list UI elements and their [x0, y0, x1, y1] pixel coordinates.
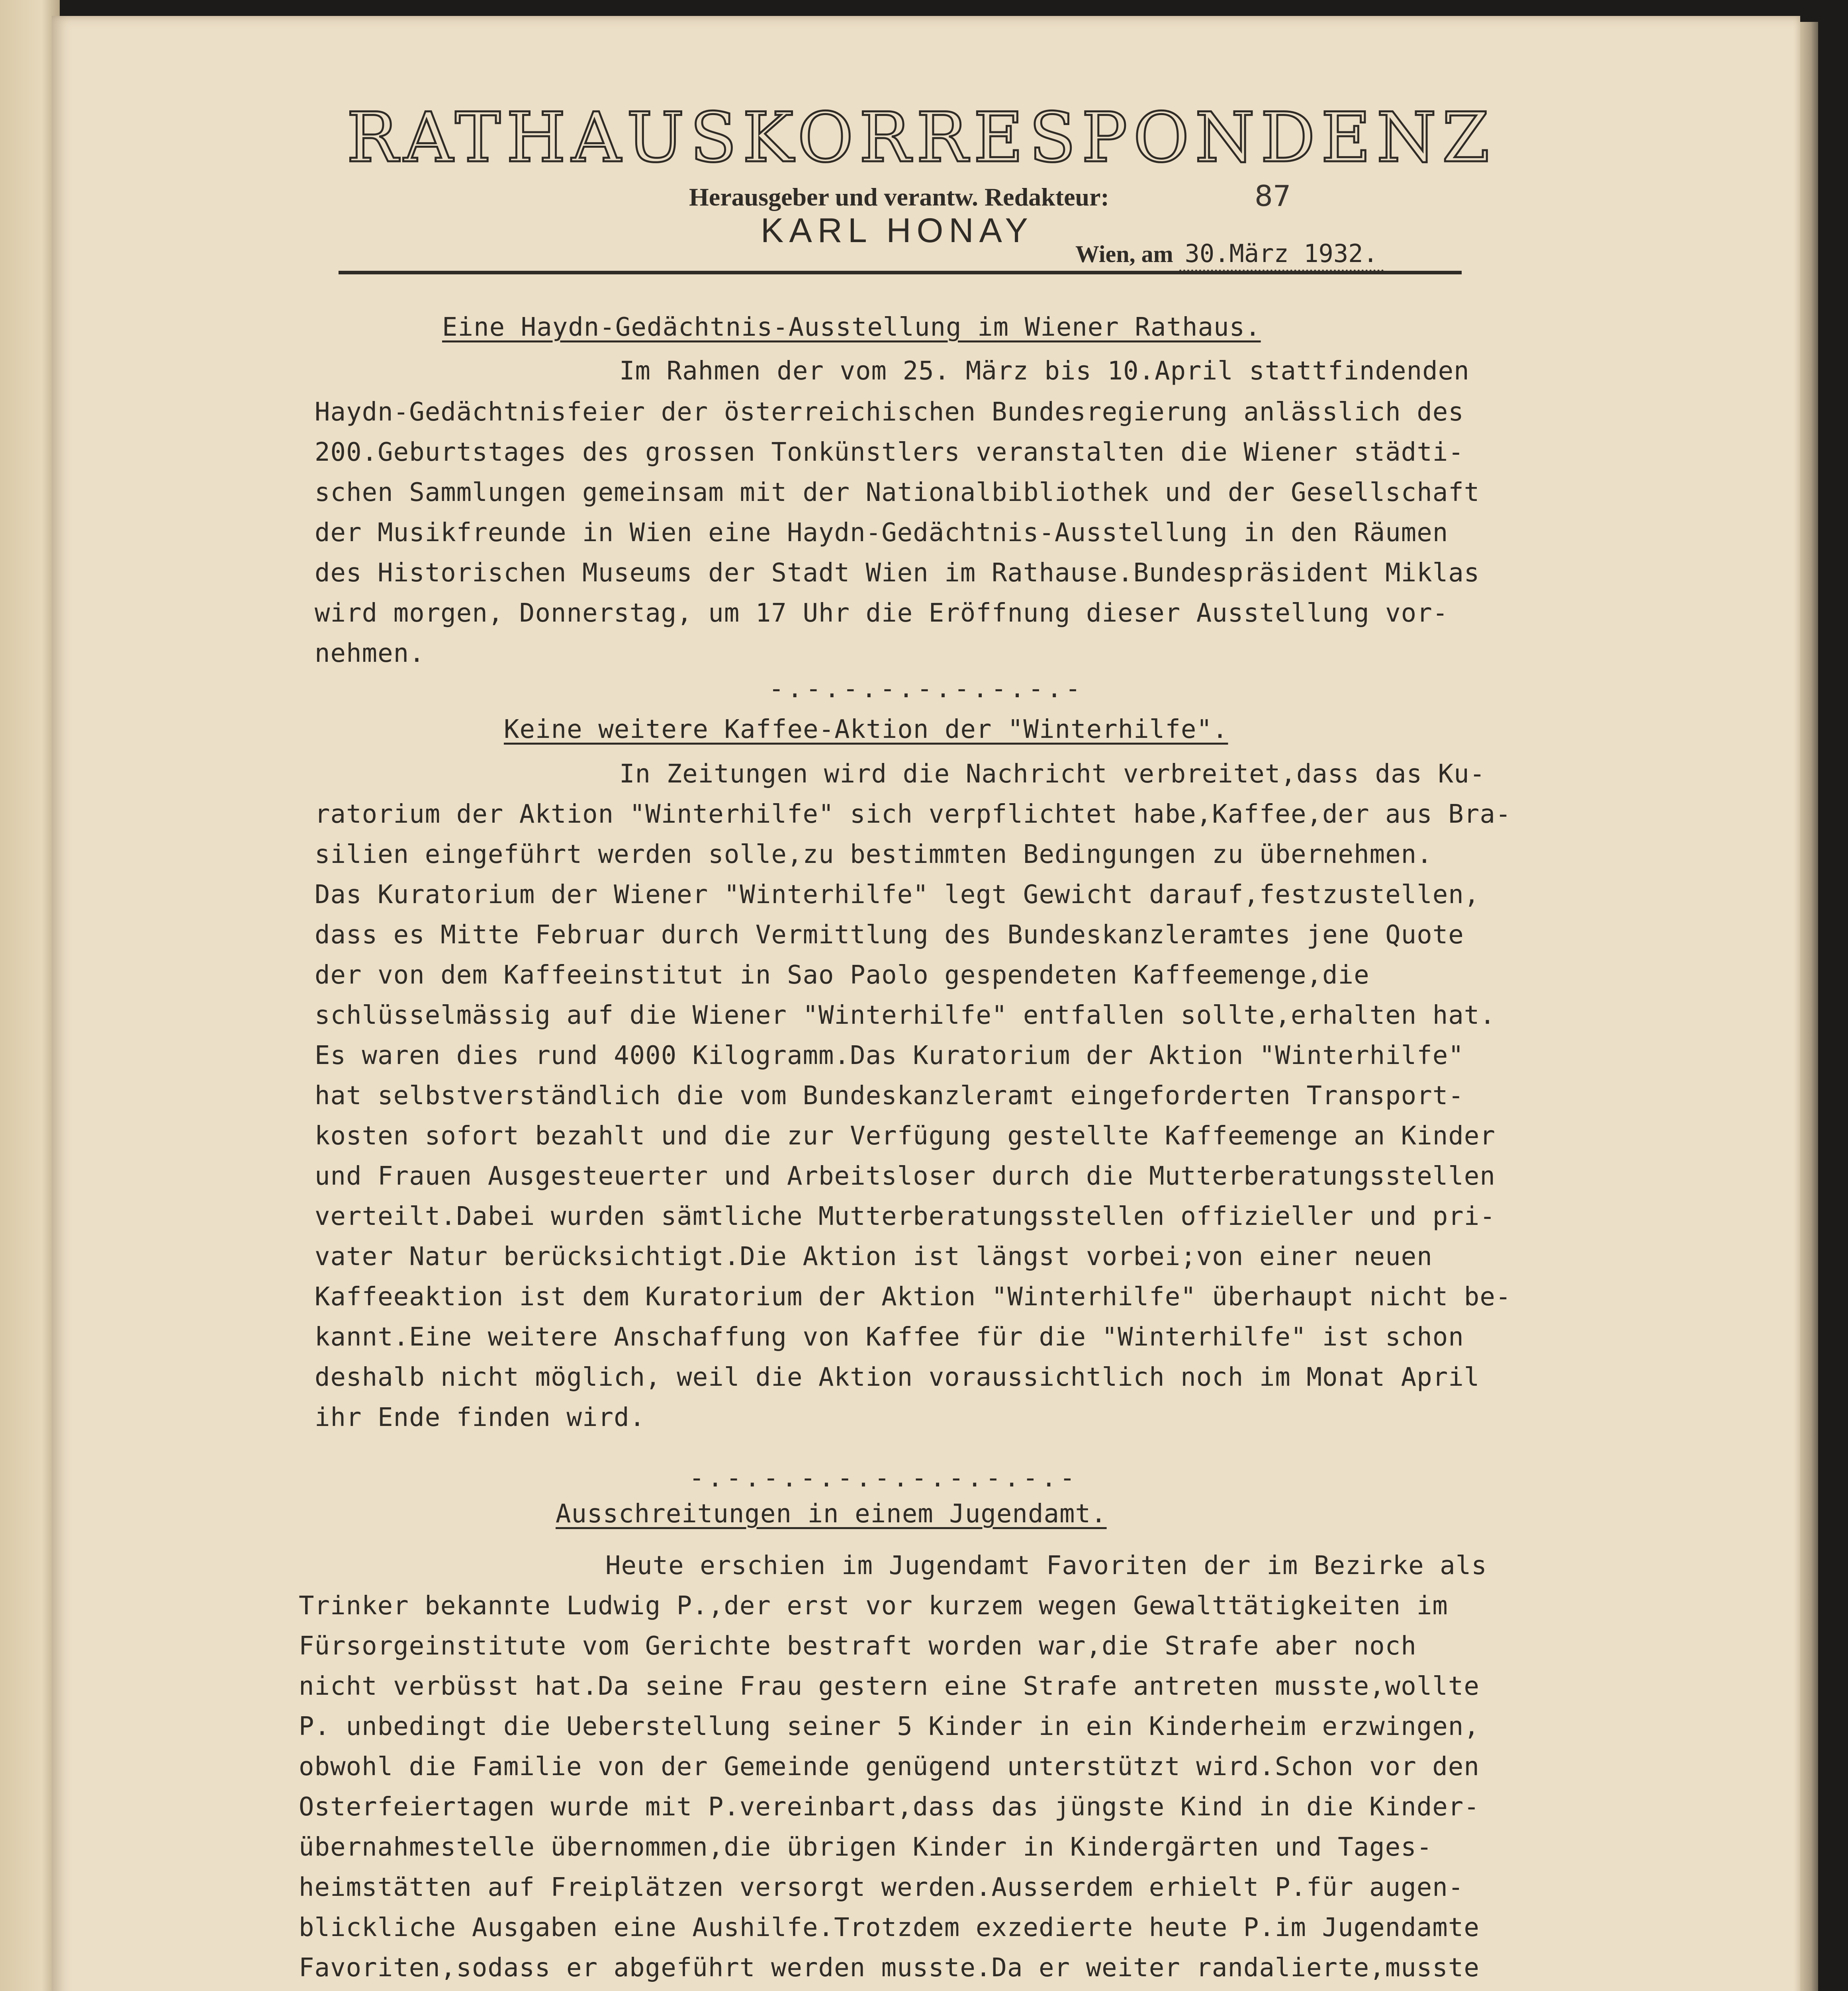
text-line: blickliche Ausgaben eine Aushilfe.Trotzdem exzedierte heute P.im Jugendamte — [299, 1913, 1480, 1942]
text-line: Haydn-Gedächtnisfeier der österreichischen Bundesregierung anlässlich des — [315, 397, 1464, 427]
text-line: der Musikfreunde in Wien eine Haydn-Gedächtnis-Ausstellung in den Räumen — [315, 518, 1449, 548]
text-line: wird morgen, Donnerstag, um 17 Uhr die Eröffnung dieser Ausstellung vor- — [315, 598, 1449, 628]
text-line: dass es Mitte Februar durch Vermittlung des Bundeskanzleramtes jene Quote — [315, 920, 1464, 950]
text-line: obwohl die Familie von der Gemeinde genügend unterstützt wird.Schon vor den — [299, 1752, 1480, 1782]
text-line: übernahmestelle übernommen,die übrigen Kinder in Kindergärten und Tages- — [299, 1833, 1433, 1862]
text-line: P. unbedingt die Ueberstellung seiner 5 Kinder in ein Kinderheim erzwingen, — [299, 1712, 1480, 1741]
text-line: Das Kuratorium der Wiener "Winterhilfe" legt Gewicht darauf,festzustellen, — [315, 880, 1480, 909]
place-label: Wien, am — [1075, 241, 1173, 267]
text-line: Heute erschien im Jugendamt Favoriten der im Bezirke als — [605, 1551, 1487, 1580]
section-separator: -.-.-.-.-.-.-.-.- — [769, 674, 1084, 704]
article-heading-jugendamt: Ausschreitungen in einem Jugendamt. — [556, 1499, 1107, 1529]
text-line: Fürsorgeinstitute vom Gerichte bestraft worden war,die Strafe aber noch — [299, 1631, 1417, 1661]
text-line: nicht verbüsst hat.Da seine Frau gestern eine Strafe antreten musste,wollte — [299, 1672, 1480, 1701]
text-line: Osterfeiertagen wurde mit P.vereinbart,dass das jüngste Kind in die Kinder- — [299, 1792, 1480, 1822]
text-line: Im Rahmen der vom 25. März bis 10.April stattfindenden — [619, 356, 1470, 386]
text-line: Es waren dies rund 4000 Kilogramm.Das Kuratorium der Aktion "Winterhilfe" — [315, 1041, 1464, 1070]
text-line: und Frauen Ausgesteuerter und Arbeitsloser durch die Mutterberatungsstellen — [315, 1162, 1496, 1191]
text-line: schen Sammlungen gemeinsam mit der Nationalbibliothek und der Gesellschaft — [315, 478, 1480, 507]
issue-number: 87 — [1255, 179, 1291, 213]
masthead-title: RATHAUSKORRESPONDENZ — [346, 98, 1496, 178]
issue-date: 30.März 1932. — [1179, 239, 1384, 272]
facing-page-edge — [0, 0, 60, 1991]
page-stack-edge — [1800, 22, 1818, 1991]
text-line: Trinker bekannte Ludwig P.,der erst vor kurzem wegen Gewalttätigkeiten im — [299, 1591, 1448, 1621]
text-line: schlüsselmässig auf die Wiener "Winterhilfe" entfallen sollte,erhalten hat. — [315, 1001, 1496, 1030]
text-line: des Historischen Museums der Stadt Wien im Rathause.Bundespräsident Miklas — [315, 558, 1480, 588]
text-line: heimstätten auf Freiplätzen versorgt werden.Ausserdem erhielt P.für augen- — [299, 1873, 1464, 1902]
editor-name: KARL HONAY — [761, 211, 1034, 250]
text-line: kannt.Eine weitere Anschaffung von Kaffee für die "Winterhilfe" ist schon — [315, 1322, 1464, 1352]
text-line: In Zeitungen wird die Nachricht verbreitet,dass das Ku- — [619, 759, 1486, 789]
publisher-label: Herausgeber und verantw. Redakteur: — [689, 183, 1109, 211]
place-date-line — [1075, 239, 1384, 268]
text-line: vater Natur berücksichtigt.Die Aktion ist längst vorbei;von einer neuen — [315, 1242, 1433, 1271]
text-line: Kaffeeaktion ist dem Kuratorium der Aktion "Winterhilfe" überhaupt nicht be- — [315, 1282, 1511, 1312]
text-line: ratorium der Aktion "Winterhilfe" sich verpflichtet habe,Kaffee,der aus Bra- — [315, 800, 1511, 829]
text-line: nehmen. — [315, 639, 425, 668]
section-separator: -.-.-.-.-.-.-.-.-.-.- — [689, 1463, 1079, 1493]
article-heading-winterhilfe: Keine weitere Kaffee-Aktion der "Winterhilfe". — [504, 715, 1228, 744]
article-heading-haydn: Eine Haydn-Gedächtnis-Ausstellung im Wiener Rathaus. — [442, 313, 1261, 342]
text-line: 200.Geburtstages des grossen Tonkünstlers veranstalten die Wiener städti- — [315, 438, 1464, 467]
text-line: der von dem Kaffeeinstitut in Sao Paolo gespendeten Kaffeemenge,die — [315, 960, 1370, 990]
text-line: verteilt.Dabei wurden sämtliche Mutterberatungsstellen offizieller und pri- — [315, 1202, 1496, 1231]
text-line: ihr Ende finden wird. — [315, 1403, 646, 1432]
masthead-rule — [339, 271, 1462, 274]
text-line: deshalb nicht möglich, weil die Aktion voraussichtlich noch im Monat April — [315, 1363, 1480, 1392]
text-line: silien eingeführt werden solle,zu bestimmten Bedingungen zu übernehmen. — [315, 840, 1433, 869]
text-line: hat selbstverständlich die vom Bundeskanzleramt eingeforderten Transport- — [315, 1081, 1464, 1111]
text-line: Favoriten,sodass er abgeführt werden musste.Da er weiter randalierte,musste — [299, 1953, 1480, 1983]
text-line: kosten sofort bezahlt und die zur Verfügung gestellte Kaffeemenge an Kinder — [315, 1121, 1496, 1151]
